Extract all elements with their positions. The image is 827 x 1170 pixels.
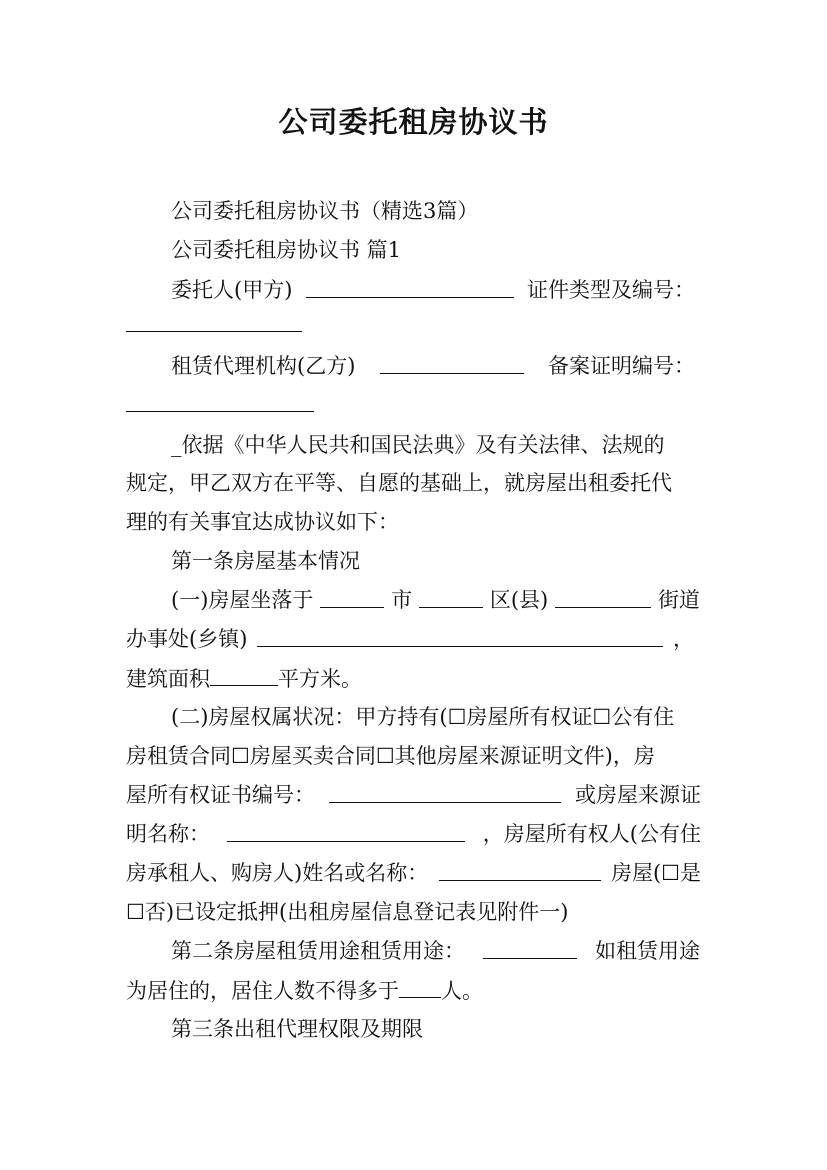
office-label: 办事处(乡镇)	[126, 627, 248, 651]
occupants-label: 为居住的，居住人数不得多于	[126, 979, 399, 1003]
usage-continue: 如租赁用途	[595, 939, 700, 963]
principal-name-blank	[306, 276, 514, 298]
occupants-blank	[399, 976, 441, 998]
body-line-basis: _依据《中华人民共和国民法典》及有关法律、法规的	[171, 433, 665, 457]
body-line-provisions: 规定，甲乙双方在平等、自愿的基础上，就房屋出租委托代	[126, 471, 672, 495]
proof-name-blank	[227, 820, 465, 842]
owner-name-label: 房承租人、购房人)姓名或名称：	[126, 861, 429, 885]
certificate-label: 屋所有权证书编号：	[126, 783, 315, 807]
occupants-line	[126, 976, 483, 1005]
agent-line	[171, 352, 695, 380]
proof-name-line	[126, 820, 701, 848]
owner-label: ，房屋所有权人(公有住	[482, 822, 701, 846]
document-title: 公司委托租房协议书	[278, 105, 549, 139]
location-line	[171, 586, 700, 614]
article-heading: 公司委托租房协议书 篇1	[171, 238, 402, 262]
owner-name-blank	[439, 859, 601, 881]
source-label: 或房屋来源证	[575, 783, 701, 807]
district-blank	[419, 586, 483, 608]
article-two-line	[171, 937, 700, 965]
city-label: 市	[391, 588, 413, 612]
subtitle: 公司委托租房协议书（精选3篇）	[171, 199, 479, 223]
mortgage-line: ☐否)已设定抵押(出租房屋信息登记表见附件一)	[126, 900, 569, 924]
agent-label: 租赁代理机构(乙方)	[171, 354, 356, 378]
street-blank	[555, 586, 651, 608]
city-blank	[320, 586, 384, 608]
filing-number-blank	[126, 390, 314, 412]
id-number-line	[126, 310, 302, 339]
article-two-label: 第二条房屋租赁用途租赁用途：	[171, 939, 465, 963]
office-comma: ，	[672, 627, 694, 651]
filing-number-line	[126, 390, 314, 419]
principal-line	[171, 276, 695, 304]
id-type-label: 证件类型及编号：	[526, 278, 695, 302]
certificate-blank	[329, 781, 561, 803]
article-three-heading: 第三条出租代理权限及期限	[171, 1017, 423, 1041]
ownership-line-2: 房租赁合同☐房屋买卖合同☐其他房屋来源证明文件)，房	[126, 744, 655, 768]
office-line	[126, 625, 694, 653]
area-blank	[210, 664, 278, 686]
certificate-line	[126, 781, 701, 809]
filing-number-label: 备案证明编号：	[547, 354, 695, 378]
area-unit: 平方米。	[278, 667, 362, 691]
area-line	[126, 664, 362, 693]
agent-name-blank	[380, 352, 524, 374]
mortgage-label: 房屋(☐是	[610, 861, 701, 885]
area-label: 建筑面积	[126, 667, 210, 691]
office-blank	[257, 625, 663, 647]
proof-name-label: 明名称：	[126, 822, 210, 846]
usage-blank	[483, 937, 577, 959]
ownership-line-1: (二)房屋权属状况：甲方持有(☐房屋所有权证☐公有住	[171, 705, 675, 729]
article-one-heading: 第一条房屋基本情况	[171, 549, 360, 573]
body-line-agreement: 理的有关事宜达成协议如下：	[126, 510, 399, 534]
owner-name-line	[126, 859, 701, 887]
street-label: 街道	[657, 588, 700, 612]
occupants-unit: 人。	[441, 979, 483, 1003]
district-label: 区(县)	[489, 588, 549, 612]
location-label: (一)房屋坐落于	[171, 588, 314, 612]
id-number-blank	[126, 310, 302, 332]
principal-label: 委托人(甲方)	[171, 278, 293, 302]
